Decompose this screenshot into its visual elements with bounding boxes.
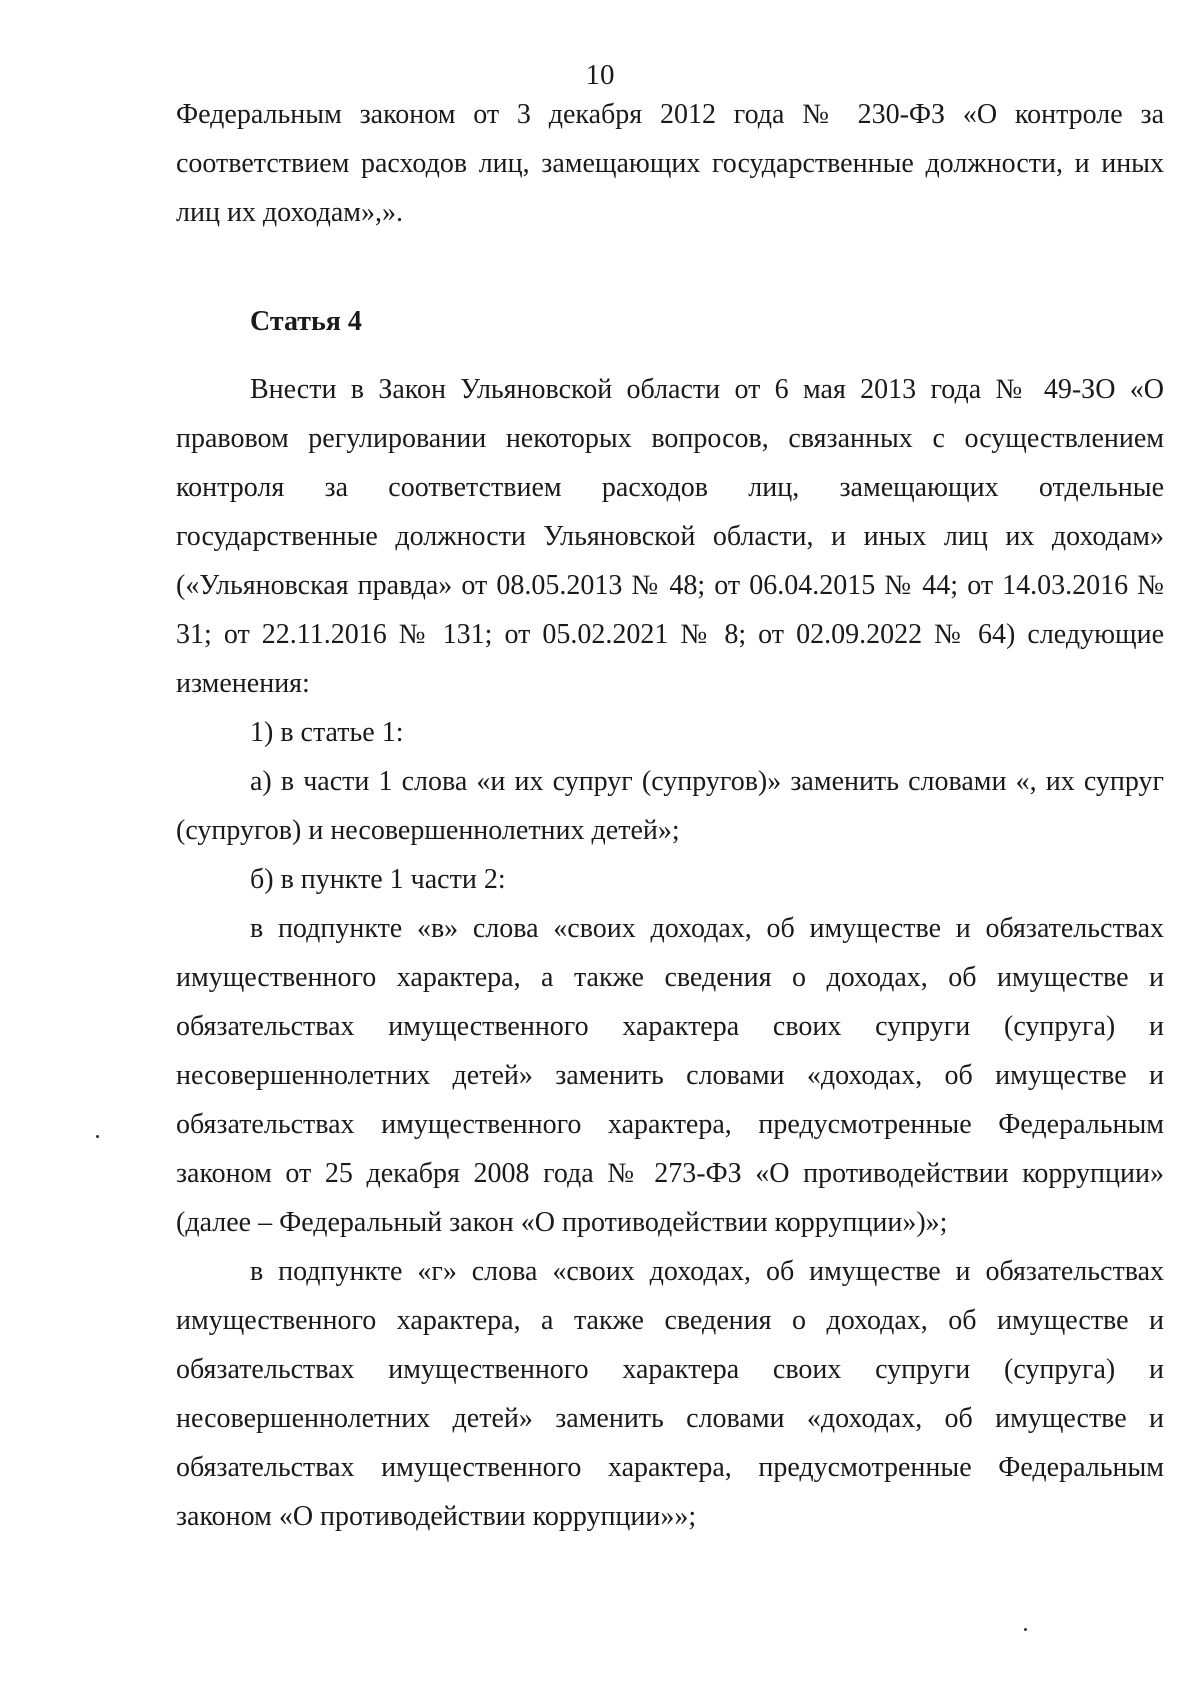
article-body bbox=[176, 365, 1164, 1541]
paragraph-item-1: 1) в статье 1: bbox=[250, 717, 404, 748]
paragraph-subitem-v: в подпункте «в» слова «своих доходах, об имуществе и обязательствах имущественного характера, а также сведения о доходах, об имуществе и обязательствах имущественного характера своих супруги (супруга) и несовершеннолетних детей» заменить словами «доходах, об имуществе и обязательствах имущественного характера, предусмотренные Федеральным законом от 25 декабря 2008 года № 273-ФЗ «О противодействии коррупции» (далее – Федеральный закон «О противодействии коррупции»)»; bbox=[176, 913, 1164, 1238]
page-number: 10 bbox=[585, 59, 615, 91]
scan-speck bbox=[96, 1135, 99, 1138]
scan-speck bbox=[1024, 1628, 1027, 1631]
paragraph-intro: Внести в Закон Ульяновской области от 6 мая 2013 года № 49-ЗО «О правовом регулировании некоторых вопросов, связанных с осуществлением контроля за соответствием расходов лиц, замещающих отдельные государственные должности Ульяновской области, и иных лиц их доходам» («Ульяновская правда» от 08.05.2013 № 48; от 06.04.2015 № 44; от 14.03.2016 № 31; от 22.11.2016 № 131; от 05.02.2021 № 8; от 02.09.2022 № 64) следующие изменения: bbox=[176, 374, 1164, 699]
intro-paragraph: Федеральным законом от 3 декабря 2012 года № 230-ФЗ «О контроле за соответствием расходов лиц, замещающих государственные должности, и иных лиц их доходам»,». bbox=[176, 99, 1164, 228]
paragraph-subitem-g: в подпункте «г» слова «своих доходах, об имуществе и обязательствах имущественного характера, а также сведения о доходах, об имуществе и обязательствах имущественного характера своих супруги (супруга) и несовершеннолетних детей» заменить словами «доходах, об имуществе и обязательствах имущественного характера, предусмотренные Федеральным законом «О противодействии коррупции»»; bbox=[176, 1256, 1164, 1532]
intro-block bbox=[176, 90, 1164, 237]
article-heading: Статья 4 bbox=[250, 306, 362, 337]
paragraph-item-b: б) в пункте 1 части 2: bbox=[250, 864, 506, 895]
paragraph-item-a: а) в части 1 слова «и их супруг (супругов)» заменить словами «, их супруг (супругов) и несовершеннолетних детей»; bbox=[176, 766, 1164, 846]
